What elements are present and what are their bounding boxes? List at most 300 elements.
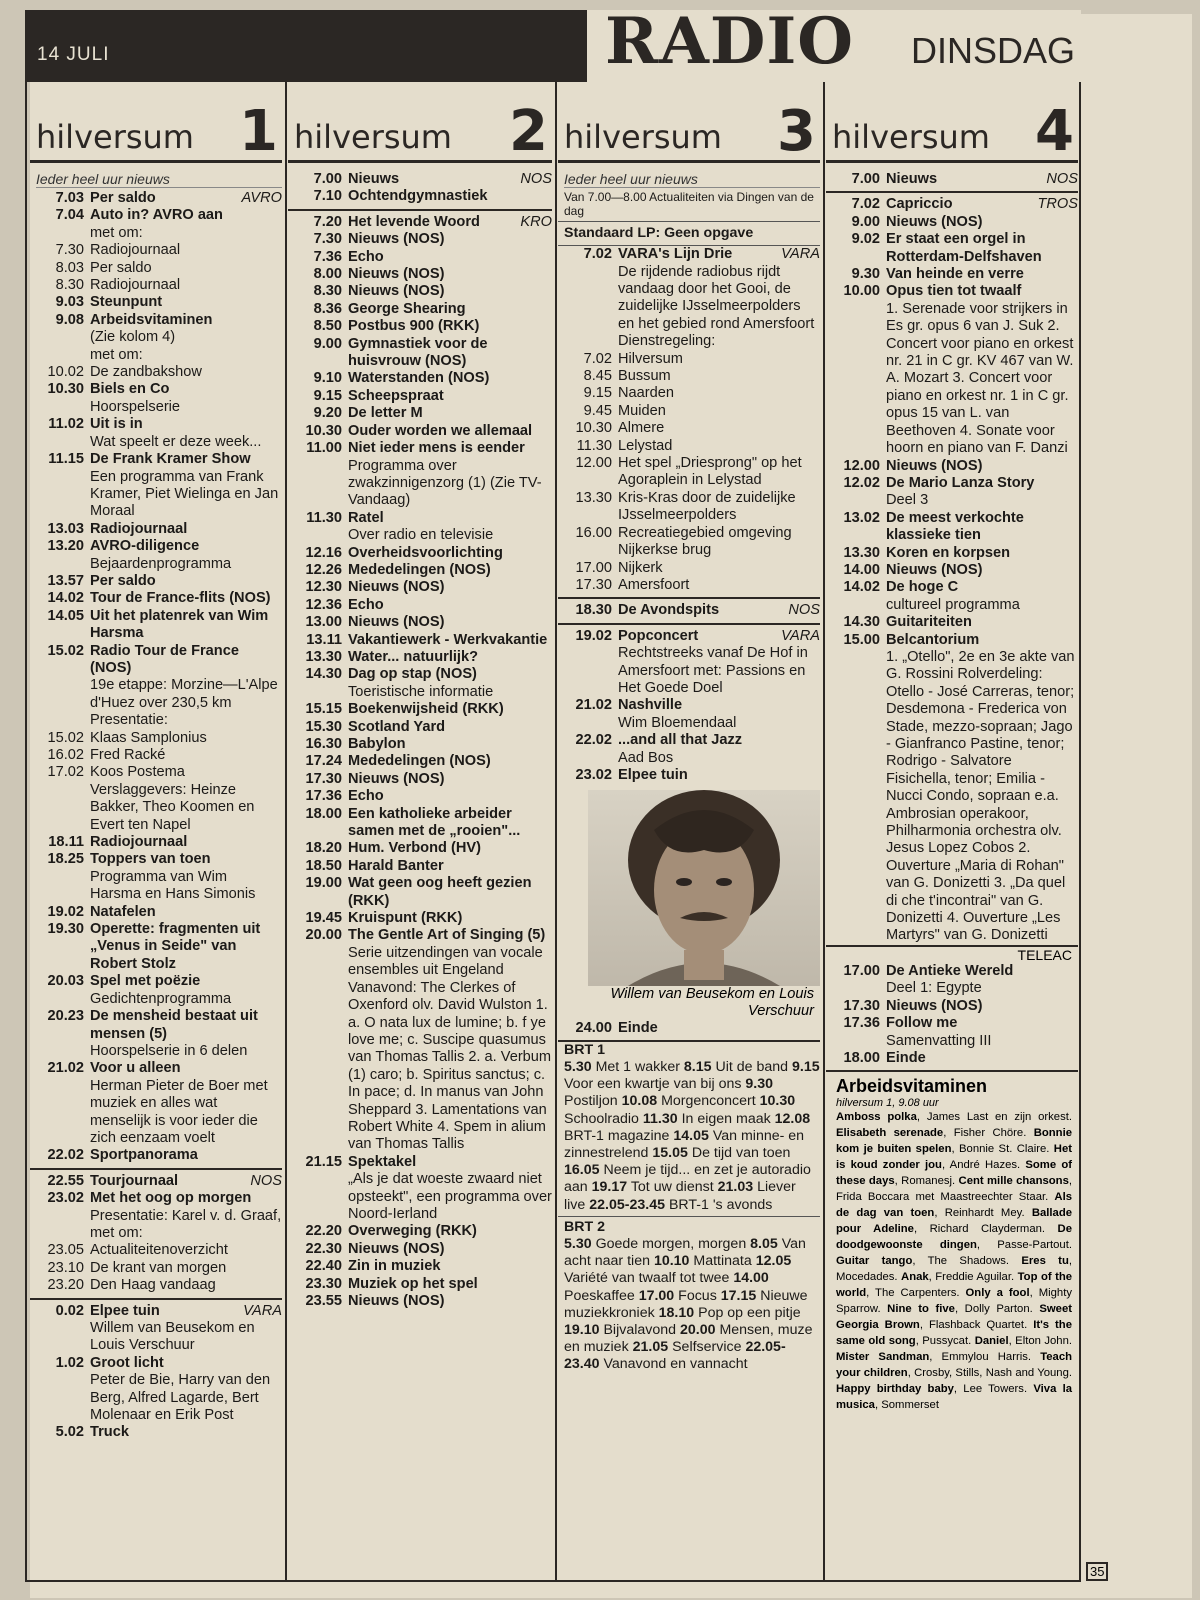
program-body [90,1060,282,1147]
program-body [348,875,552,910]
brt2-title: BRT 2 [564,1218,605,1235]
program-time: 10.30 [47,381,84,398]
program-description: Serie uitzendingen van vocale ensembles uit Engeland Vanavond: The Clerkes of Oxenford olv. David Wulston 1. a. O nata lux de lumine; b. f ye love me; c. Suscipe quasumus van Thomas Tallis 2. a. Verbum (1) caro; b. Spiritus sanctus; c. In pace; d. In manus van John Sheppard 3. Lamentations van Robert White 4. Spem in alium van Thomas Tallis [348,944,552,1153]
program-title: Wat geen oog heeft gezien (RKK) [348,875,532,909]
program-description: De rijdende radiobus rijdt vandaag door het Gooi, de zuidelijke IJsselmeerpolders en het gebied rond Amersfoort Dienstregeling: [618,263,815,350]
program-item [826,214,1078,231]
program-title: Elpee tuin [618,766,688,783]
song-title: De doodgewoonste dingen [836,1223,1072,1252]
program-time: 7.00 [313,171,342,187]
run-title: Focus [678,1287,717,1304]
program-description: Een programma van Frank Kramer, Piet Wielinga en Jan Moraal [90,468,279,520]
program-title: Nieuws (NOS) [886,457,983,474]
program-title: Met het oog op morgen [90,1190,252,1207]
program-item [288,249,552,266]
program-description: Aad Bos [618,749,674,766]
portrait-illustration [588,790,820,986]
program-title: Biels en Co [90,381,170,398]
program-item [288,1154,552,1224]
program-body [348,214,552,231]
program-time: 9.02 [851,231,880,248]
program-time: 7.20 [313,213,342,230]
program-time: 12.02 [843,474,880,491]
program-item [558,732,820,767]
run-time: 14.00 [733,1270,769,1287]
program-title: Hum. Verbond (HV) [348,840,481,857]
program-body [618,403,820,420]
song-title: Eres tu [1021,1255,1069,1268]
run-title: BRT-1 's avonds [668,1196,773,1213]
program-item [30,190,282,207]
run-time: 12.05 [755,1253,792,1270]
program-body [348,266,552,283]
song-title: Als de dag van toen [836,1191,1072,1220]
news-note: Ieder heel uur nieuws [36,171,282,188]
program-time: 12.16 [305,544,342,561]
program-title: De Avondspits [618,602,720,619]
program-time: 9.00 [313,335,342,352]
program-item [30,521,282,538]
program-item [558,403,820,420]
program-time: 19.30 [47,921,84,938]
program-description: cultureel programma [886,596,1020,613]
program-time: 16.30 [305,736,342,752]
program-title: Nashville [618,697,683,714]
program-time: 17.00 [843,962,880,979]
program-description: „Als je dat woeste zwaard niet opsteekt", een programma over Noord-Ierland [348,1171,552,1222]
program-description: Programma van Wim Harsma en Hans Simonis [90,868,256,903]
program-time: 21.02 [575,697,612,714]
program-time: 9.08 [55,311,84,328]
program-time: 7.10 [313,188,342,205]
program-body [886,1050,1078,1067]
program-time: 14.30 [843,614,880,631]
run-time: 10.08 [621,1093,658,1110]
program-body [348,840,552,857]
program-time: 22.40 [305,1258,342,1275]
divider [30,1168,282,1170]
program-time: 16.00 [575,524,612,541]
program-title: Capriccio [886,196,953,213]
program-description: Presentatie: Karel v. d. Graaf, met om: [90,1207,282,1241]
song-title: Anak [901,1271,929,1284]
program-body [348,649,552,666]
run-time: 10.30 [759,1093,796,1110]
program-time: 11.30 [576,437,612,454]
program-item [30,973,282,1008]
program-description: Willem van Beusekom en Louis Verschuur [90,1320,255,1354]
program-time: 11.02 [48,416,84,433]
program-item [288,318,552,335]
program-body [886,283,1078,457]
program-title: Per saldo [90,259,152,276]
program-item [30,608,282,643]
run-time: 19.10 [564,1322,600,1339]
program-body [348,405,552,422]
program-title: Kris-Kras door de zuidelijke IJsselmeerpolders [618,489,796,524]
program-item [288,388,552,405]
run-time: 8.05 [750,1236,778,1253]
program-item [30,1190,282,1242]
program-item [30,730,282,747]
program-title: Echo [348,788,384,805]
program-item [288,649,552,666]
program-item [30,590,282,607]
run-title: Mattinata [693,1253,752,1270]
program-title: Uit het platenrek van Wim Harsma [90,607,269,642]
program-item [288,301,552,318]
song-artist: Flashback Quartet [928,1319,1025,1332]
program-item [288,614,552,631]
program-body [348,719,552,736]
song-title: Daniel [974,1335,1009,1348]
program-item [558,490,820,525]
program-body [348,388,552,405]
song-title: Mister Sandman [836,1351,930,1364]
song-artist: Fisher Chöre [953,1127,1024,1140]
song-title: Nine to five [887,1303,955,1316]
program-time: 12.26 [305,561,342,578]
program-time: 22.02 [47,1147,84,1164]
program-title: Muziek op het spel [348,1275,478,1292]
program-title: Den Haag vandaag [90,1277,216,1294]
program-item [288,666,552,701]
program-title: De zandbakshow [90,364,202,381]
run-time: 17.15 [720,1287,757,1304]
run-time: 12.08 [774,1110,811,1127]
program-body [348,806,552,841]
program-list [826,171,1078,945]
run-title: Mensen, muze en muziek [564,1322,813,1356]
run-title: Pop op een pitje [698,1304,801,1321]
program-time: 17.30 [843,997,880,1014]
divider [558,623,820,625]
program-time: 14.30 [305,666,342,683]
program-time: 8.30 [313,283,342,300]
program-title: Kruispunt (RKK) [348,910,463,927]
program-item [826,266,1078,283]
program-item [30,1060,282,1147]
program-item [558,385,820,402]
program-title: Steunpunt [90,294,163,311]
program-time: 13.57 [47,572,84,589]
song-artist: Elton John [1015,1335,1069,1348]
program-body [90,242,282,259]
program-title: Hilversum [618,350,683,367]
program-item [30,851,282,903]
program-item [826,545,1078,562]
program-body [618,560,820,577]
program-time: 9.20 [313,405,342,422]
program-item [288,510,552,545]
run-time: 20.00 [679,1322,716,1339]
program-body [90,730,282,747]
program-body [886,562,1078,579]
program-title: De Antieke Wereld [886,962,1014,979]
run-title: Bijvalavond [603,1322,677,1339]
broadcaster: AVRO [241,190,282,206]
program-title: Er staat een orgel in Rotterdam-Delfshaven [886,231,1042,265]
program-title: Truck [90,1424,129,1441]
program-title: Opus tien tot twaalf [886,283,1022,300]
program-body [618,368,820,385]
program-title: Radiojournaal [90,242,181,259]
column-divider [555,82,557,1580]
program-title: Nieuws (NOS) [348,266,445,283]
program-item [30,1424,282,1441]
program-item [288,753,552,770]
program-list [288,171,552,1310]
run-time: 19.17 [591,1179,628,1196]
program-body [348,858,552,875]
program-body [90,1424,282,1441]
program-item [288,171,552,188]
program-title: Nieuws (NOS) [886,997,983,1014]
divider [558,1216,820,1217]
brt2-schedule [558,1236,820,1374]
program-description: Verslaggevers: Heinze Bakker, Theo Koomen en Evert ten Napel [90,781,255,833]
song-artist: Crosby, Stills, Nash and Young [914,1367,1069,1380]
program-title: AVRO-diligence [90,538,200,555]
program-body [618,420,820,437]
run-time: 9.15 [792,1059,820,1075]
song-artist: Reinhardt Mey [944,1207,1022,1220]
program-time: 13.20 [47,538,84,555]
program-title: The Gentle Art of Singing (5) [348,927,546,944]
program-body [90,573,282,590]
program-title: De meest verkochte klassieke tien [886,509,1024,544]
program-time: 15.00 [843,631,880,648]
program-body [348,545,552,562]
program-list [558,246,820,784]
program-time: 12.36 [305,596,342,613]
program-body [348,1154,552,1224]
program-title: Radio Tour de France (NOS) [90,642,239,676]
program-item [288,910,552,927]
program-body [618,697,820,732]
program-item [826,171,1078,188]
program-body [886,214,1078,231]
program-item [30,904,282,921]
program-item [558,438,820,455]
program-title: Auto in? AVRO aan [90,207,223,224]
program-title: Scotland Yard [348,718,446,735]
run-title: In eigen maak [681,1110,771,1127]
program-body [90,538,282,573]
program-title: Radiojournaal [90,834,188,851]
song-title: It's the same old song [836,1319,1072,1348]
program-body [348,597,552,614]
program-item [558,351,820,368]
program-title: Operette: fragmenten uit „Venus in Seide" van Robert Stolz [90,921,261,972]
program-body [348,336,552,371]
divider [826,191,1078,193]
program-title: Waterstanden (NOS) [348,370,490,387]
program-time: 13.30 [575,489,612,506]
program-time: 12.00 [843,457,880,474]
program-body [618,628,820,698]
program-time: 18.25 [47,851,84,868]
program-item [288,806,552,841]
broadcaster: VARA [243,1302,282,1319]
program-time: 9.00 [851,213,880,230]
program-item [826,998,1078,1015]
program-time: 10.30 [305,422,342,439]
program-item [30,643,282,730]
program-item [30,416,282,451]
header-day: DINSDAG [911,30,1076,71]
program-time: 15.02 [47,642,84,659]
program-title: Water... natuurlijk? [348,648,479,665]
program-title: Uit is in [90,416,143,433]
program-title: Ouder worden we allemaal [348,422,533,439]
broadcaster: VARA [781,627,820,644]
program-description: (Zie kolom 4) [90,329,176,346]
program-item [288,283,552,300]
program-item [30,1242,282,1259]
program-item [30,573,282,590]
program-item [30,242,282,259]
program-time: 18.11 [48,834,84,851]
program-body [348,788,552,805]
song-artist: The Carpenters [875,1287,957,1300]
program-title: Nieuws (NOS) [886,213,983,230]
program-item [826,579,1078,614]
program-body [886,1015,1078,1050]
program-time: 15.02 [47,729,84,746]
program-title: Radiojournaal [90,520,188,537]
program-item [826,1015,1078,1050]
program-title: Muiden [618,402,666,419]
run-time: 21.03 [717,1179,754,1196]
program-item [288,788,552,805]
program-body [886,458,1078,475]
program-time: 7.02 [851,196,880,213]
run-time: 5.30 [564,1059,592,1075]
program-item [288,266,552,283]
song-artist: Bonnie St. Claire [959,1143,1047,1156]
program-body [348,1258,552,1275]
program-time: 18.50 [305,857,342,874]
program-item [288,771,552,788]
program-item [288,840,552,857]
program-description: Hoorspelserie in 6 delen [90,1042,248,1059]
program-time: 7.02 [583,350,612,367]
program-title: Guitariteiten [886,614,972,631]
song-title: Cent mille chansons [958,1175,1069,1188]
program-body [886,614,1078,631]
run-title: Poeskaffee [564,1287,635,1304]
program-title: Babylon [348,736,406,752]
program-body [90,294,282,311]
program-body [348,171,552,188]
program-body [886,196,1078,213]
program-time: 0.02 [55,1302,84,1319]
program-body [886,231,1078,266]
station-name: hilversum [832,118,990,156]
program-description: Herman Pieter de Boer met muziek en alles wat menselijk is voor ieder die zich eenzaam voelt [90,1077,268,1146]
program-time: 22.20 [305,1223,342,1240]
program-time: 18.00 [843,1049,880,1066]
program-title: Echo [348,596,384,613]
program-title: Koren en korpsen [886,544,1011,561]
column-divider [285,82,287,1580]
program-time: 8.45 [583,368,612,385]
program-time: 19.00 [305,875,342,892]
program-title: Nieuws (NOS) [348,770,445,787]
program-item [30,294,282,311]
program-body [348,666,552,701]
program-body [348,753,552,770]
program-item [288,336,552,371]
teleac-label: TELEAC [826,945,1078,963]
program-title: Postbus 900 (RKK) [348,318,480,335]
program-description: 19e etappe: Morzine—L'Alpe d'Huez over 230,5 km Presentatie: [90,677,278,729]
program-time: 18.30 [575,602,612,619]
program-description: Rechtstreeks vanaf De Hof in Amersfoort met: Passions en Het Goede Doel [618,645,808,696]
program-time: 19.02 [47,903,84,920]
program-item [288,214,552,231]
program-time: 22.02 [575,732,612,749]
song-title: Bonnie kom je buiten spelen [836,1127,1073,1156]
run-time: 8.15 [683,1059,712,1075]
program-description: Peter de Bie, Harry van den Berg, Alfred Lagarde, Bert Molenaar en Erik Post [90,1372,271,1424]
program-body [90,364,282,381]
program-title: Sportpanorama [90,1147,198,1164]
program-time: 8.03 [55,259,84,276]
program-time: 14.02 [47,590,84,607]
program-body [348,1293,552,1310]
program-time: 13.11 [306,631,342,648]
program-body [618,732,820,767]
divider [30,1298,282,1300]
program-title: Mededelingen (NOS) [348,561,491,578]
program-time: 13.00 [305,614,342,631]
song-artist: James Last en zijn orkest [926,1111,1069,1124]
program-title: Belcantorium [886,631,980,648]
run-title: Van acht naar tien [564,1236,806,1270]
program-title: Naarden [618,385,674,402]
program-body [90,764,282,834]
program-item [558,628,820,698]
program-item [558,420,820,437]
program-time: 7.30 [313,231,342,248]
program-time: 11.15 [48,451,84,468]
program-body [348,370,552,387]
program-body [348,510,552,545]
song-artist: Emmylou Harris [941,1351,1028,1364]
broadcaster: NOS [520,171,552,187]
program-body [348,249,552,266]
program-item [288,370,552,387]
program-body [886,998,1078,1015]
program-title: De hoge C [886,579,959,596]
program-item [826,283,1078,457]
program-body [886,475,1078,510]
program-body [90,973,282,1008]
program-title: Van heinde en verre [886,266,1024,283]
program-body [90,1277,282,1294]
program-body [348,701,552,718]
program-item [826,196,1078,213]
program-body [348,1241,552,1258]
program-time: 10.02 [47,364,84,381]
program-time: 8.50 [313,318,342,335]
program-time: 23.10 [47,1259,84,1276]
program-title: Almere [618,420,665,437]
program-time: 23.20 [47,1277,84,1294]
arbeidsvitaminen-subtitle: hilversum 1, 9.08 uur [836,1097,939,1110]
